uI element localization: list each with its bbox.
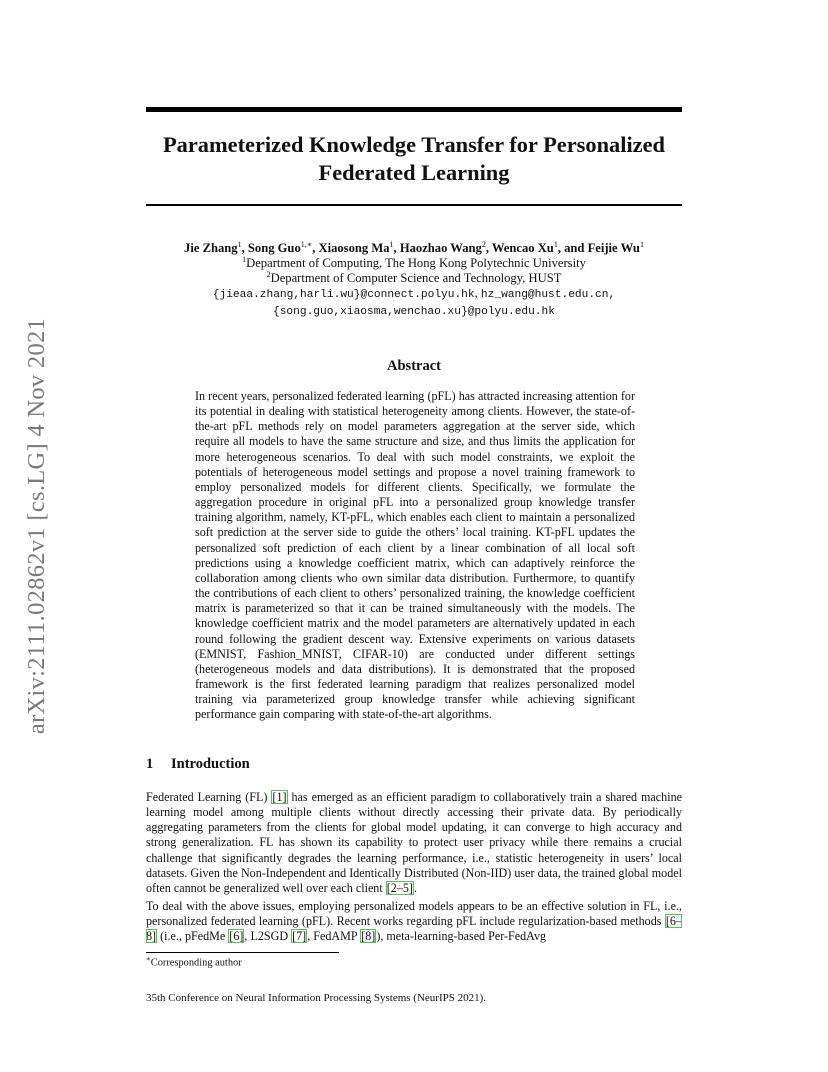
- paragraph-text: ), meta-learning-based Per-FedAvg: [376, 929, 547, 944]
- author-affiliation-mark: 1,∗: [300, 239, 313, 249]
- citation-link[interactable]: [2–5]: [386, 880, 413, 895]
- affiliation-mark: 2: [266, 269, 271, 279]
- email: {jieaa.zhang,harli.wu}@connect.polyu.hk: [212, 289, 475, 301]
- affiliation-text: Department of Computing, The Hong Kong Polytechnic University: [246, 256, 586, 270]
- author-name: Wencao Xu: [491, 241, 554, 255]
- section-number: 1: [146, 756, 154, 772]
- intro-paragraph-1: [146, 790, 682, 896]
- paragraph-text: (i.e., pFedMe: [157, 929, 229, 944]
- footnote-text: Corresponding author: [150, 957, 242, 969]
- citation-link[interactable]: [6–8]: [146, 914, 682, 944]
- footnote-rule: [146, 952, 339, 953]
- section-title: Introduction: [171, 756, 250, 772]
- conference-footer: 35th Conference on Neural Information Processing Systems (NeurIPS 2021).: [146, 992, 487, 1004]
- author-name: Xiaosong Ma: [318, 241, 390, 255]
- email: hz_wang@hust.edu.cn,: [480, 289, 616, 301]
- author-affiliation-mark: 1: [639, 239, 644, 249]
- abstract-body: In recent years, personalized federated learning (pFL) has attracted increasing attention for its potential in dealing with statistical heterogeneity among clients. However, the state-of-the-art pFL methods rely on model parameters aggregation at the server side, which require all models to have the same structure and size, and thus limits the application for more heterogeneous scenarios. To deal with such model constraints, we exploit the potentials of heterogeneous model settings and propose a novel training framework to employ personalized models for different clients. Specifically, we formulate the aggregation procedure in original pFL into a personalized group knowledge transfer training algorithm, namely, KT-pFL, which enables each client to maintain a personalized soft prediction at the server side to guide the others’ local training. KT-pFL updates the personalized soft prediction of each client by a linear combination of all local soft predictions using a knowledge coefficient matrix, which can adaptively reinforce the collaboration among clients who own similar data distribution. Furthermore, to quantify the contributions of each client to others’ personalized training, the knowledge coefficient matrix is parameterized so that it can be trained simultaneously with the models. The knowledge coefficient matrix and the model parameters are alternatively updated in each round following the gradient descent way. Extensive experiments on various datasets (EMNIST, Fashion_MNIST, CIFAR-10) are conducted under different settings (heterogeneous models and data distributions). It is demonstrated that the proposed framework is the first federated learning paradigm that realizes personalized model training via parameterized group knowledge transfer while achieving significant performance gain comparing with state-of-the-art algorithms.: [195, 389, 635, 722]
- arxiv-stamp-text: arXiv:2111.02862v1 [cs.LG] 4 Nov 2021: [23, 317, 50, 735]
- paragraph-text: , FedAMP: [307, 929, 361, 944]
- citation-link[interactable]: [6]: [229, 929, 244, 944]
- footnote-mark: ∗: [146, 955, 151, 963]
- affiliation-text: Department of Computer Science and Technology, HUST: [270, 271, 562, 285]
- footnote: [146, 955, 682, 968]
- email-line-2: [120, 303, 708, 320]
- paragraph-text: Federated Learning (FL): [146, 790, 272, 804]
- author-names: Jie Zhang$^1$, Song Guo$^{1,∗}$, Xiaosong Ma$^1$, Haozhao Wang$^2$, Wencao Xu$^1$, and Feijie Wu$^1$: [184, 239, 644, 255]
- paper-title: [146, 131, 682, 187]
- author-name: Haozhao Wang: [399, 241, 482, 255]
- author-name: Jie Zhang: [184, 241, 238, 255]
- abstract-heading: Abstract: [387, 358, 441, 374]
- paragraph-text: To deal with the above issues, employing personalized models appears to be an effective solution in FL, i.e., personalized federated learning (pFL). Recent works regarding pFL include regularization-based methods: [146, 899, 682, 929]
- author-affiliation-mark: 1: [553, 239, 558, 249]
- title-bottom-rule: [146, 204, 682, 206]
- title-line-1: Parameterized Knowledge Transfer for Personalized: [162, 132, 665, 157]
- paragraph-text: has emerged as an efficient paradigm to collaboratively train a shared machine learning model among multiple clients without directly accessing their private data. By periodically aggregating parameters from the clients for global model updating, it can converge to high accuracy and strong generalization. FL has shown its capability to protect user privacy while there remains a crucial challenge that significantly degrades the learning performance, i.e., statistic heterogeneity in users’ local datasets. Given the Non-Independent and Identically Distributed (Non-IID) user data, the trained global model often cannot be generalized well over each client: [146, 790, 682, 895]
- author-name: and Feijie Wu: [564, 241, 640, 255]
- citation-link[interactable]: [7]: [292, 929, 307, 944]
- author-affiliation-mark: 2: [481, 239, 486, 249]
- citation-link[interactable]: [8]: [361, 929, 376, 944]
- title-line-2: Federated Learning: [318, 160, 510, 185]
- section-heading: [146, 756, 682, 773]
- email: {song.guo,xiaosma,wenchao.xu}@polyu.edu.hk: [273, 306, 555, 318]
- affiliation-mark: 1: [242, 254, 247, 264]
- affiliation-2: [120, 271, 708, 286]
- author-name: Song Guo: [247, 241, 301, 255]
- author-block: [120, 241, 708, 320]
- author-affiliation-mark: 1: [237, 239, 242, 249]
- email-line-1: {jieaa.zhang,harli.wu}@connect.polyu.hk, hz_wang@hust.edu.cn,: [212, 286, 616, 301]
- intro-paragraph-2: [146, 899, 682, 944]
- paragraph-text: .: [413, 880, 417, 895]
- paragraph-text: , L2SGD: [244, 929, 292, 944]
- author-affiliation-mark: 1: [389, 239, 394, 249]
- citation-link[interactable]: [1]: [272, 790, 287, 804]
- title-top-rule: [146, 107, 682, 112]
- affiliation-1: [120, 256, 708, 271]
